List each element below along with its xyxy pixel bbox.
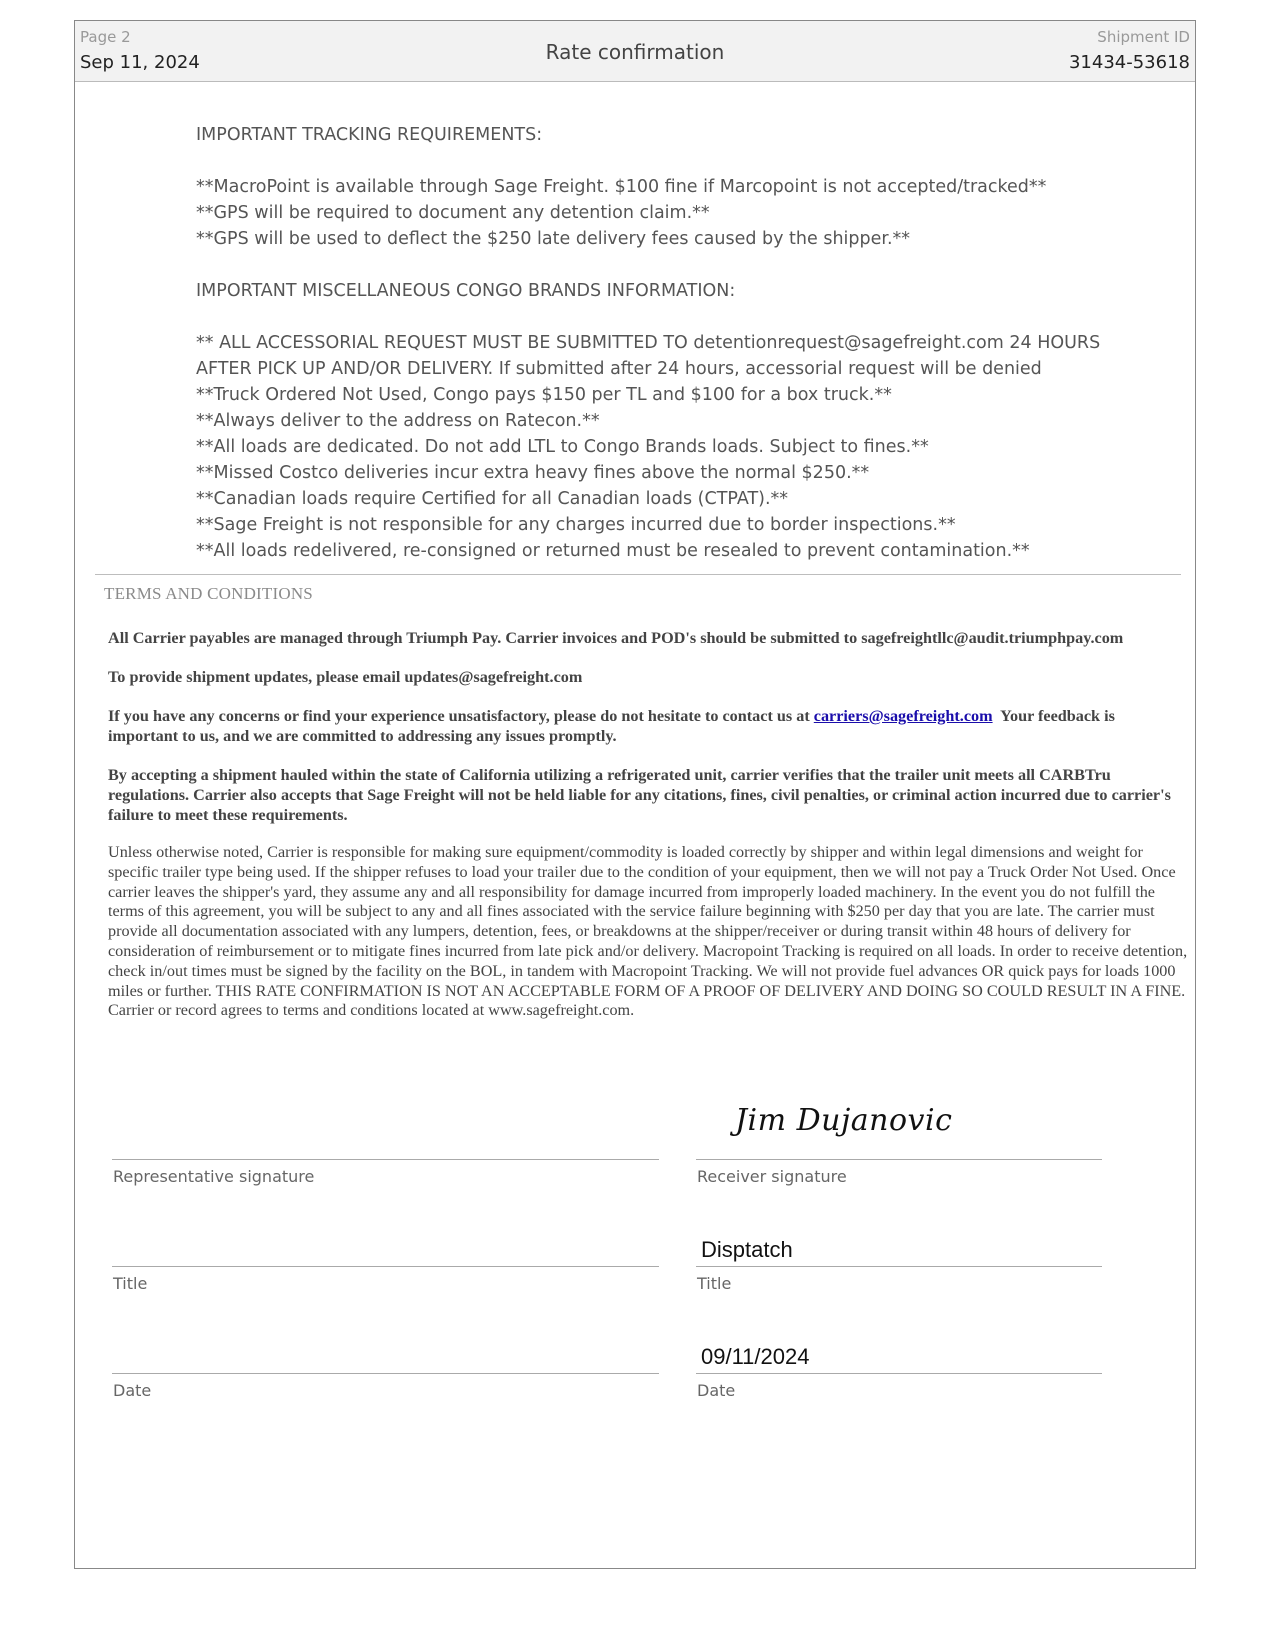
terms-contact: [108, 706, 1188, 746]
page-header: [75, 21, 1195, 82]
receiver-date-value: 09/11/2024: [701, 1344, 810, 1369]
rep-date-label: Date: [113, 1381, 152, 1400]
terms-california: By accepting a shipment hauled within the state of California utilizing a refrigerated unit, carrier verifies that the trailer unit meets all CARBTru regulations. Carrier also accepts that Sage Freight will not be held liable for any citations, fines, civil penalties, or criminal action incurred due to carrier's failure to meet these requirements.: [108, 766, 1171, 824]
rep-signature-line[interactable]: [112, 1159, 659, 1160]
misc-line: **Missed Costco deliveries incur extra heavy fines above the normal $250.**: [196, 463, 870, 483]
tracking-line: **MacroPoint is available through Sage Freight. $100 fine if Marcopoint is not accepted/tracked**: [196, 177, 1047, 197]
receiver-date-line[interactable]: [696, 1373, 1102, 1374]
misc-line: **Canadian loads require Certified for all Canadian loads (CTPAT).**: [196, 489, 789, 509]
page-frame: [74, 20, 1196, 1569]
misc-line: **Truck Ordered Not Used, Congo pays $150 per TL and $100 for a box truck.**: [196, 385, 892, 405]
document-title: Rate confirmation: [545, 40, 725, 64]
misc-line: ** ALL ACCESSORIAL REQUEST MUST BE SUBMITTED TO detentionrequest@sagefreight.com 24 HOURS: [196, 333, 1101, 353]
rep-title-label: Title: [113, 1274, 148, 1293]
terms-heading: TERMS AND CONDITIONS: [104, 584, 313, 603]
rep-signature-label: Representative signature: [113, 1167, 315, 1186]
shipment-id: 31434-53618: [1068, 52, 1190, 73]
misc-line: AFTER PICK UP AND/OR DELIVERY. If submitted after 24 hours, accessorial request will be denied: [196, 359, 1042, 379]
receiver-date-label: Date: [697, 1381, 736, 1400]
terms-payables: All Carrier payables are managed through Triumph Pay. Carrier invoices and POD's should be submitted to sagefreightllc@audit.triumphpay.com: [108, 629, 1124, 647]
terms-general: Unless otherwise noted, Carrier is responsible for making sure equipment/commodity is loaded correctly by shipper and within legal dimensions and weight for specific trailer type being used. If the shipper refuses to load your trailer due to the condition of your equipment, then we will not pay a Truck Order Not Used. Once carrier leaves the shipper's yard, they assume any and all responsibility for damage incurred from improperly loaded machinery. In the event you do not fulfill the terms of this agreement, you will be subject to any and all fines associated with the service failure beginning with $250 per day that you are late. The carrier must provide all documentation associated with any lumpers, detention, fees, or breakdowns at the shipper/receiver or during transit within 48 hours of delivery for consideration of reimbursement or to mitigate fines incurred from late pick and/or delivery. Macropoint Tracking is required on all loads. In order to receive detention, check in/out times must be signed by the facility on the BOL, in tandem with Macropoint Tracking. We will not provide fuel advances OR quick pays for loads 1000 miles or further. THIS RATE CONFIRMATION IS NOT AN ACCEPTABLE FORM OF A PROOF OF DELIVERY AND DOING SO COULD RESULT IN A FINE. Carrier or record agrees to terms and conditions located at www.sagefreight.com.: [108, 843, 1188, 1020]
terms-contact-text: If you have any concerns or find your experience unsatisfactory, please do not hesitate to contact us at: [108, 707, 814, 725]
misc-line: **Always deliver to the address on Ratecon.**: [196, 411, 600, 431]
tracking-line: **GPS will be used to deflect the $250 late delivery fees caused by the shipper.**: [196, 229, 911, 249]
page-number: Page 2: [80, 28, 131, 46]
rep-date-line[interactable]: [112, 1373, 659, 1374]
rep-title-line[interactable]: [112, 1266, 659, 1267]
misc-line: **All loads redelivered, re-consigned or returned must be resealed to prevent contamination.**: [196, 541, 1030, 561]
receiver-signature-line[interactable]: [696, 1159, 1102, 1160]
tracking-heading: IMPORTANT TRACKING REQUIREMENTS:: [196, 125, 543, 145]
tracking-line: **GPS will be required to document any detention claim.**: [196, 203, 710, 223]
terms-divider: [95, 574, 1181, 575]
receiver-title-line[interactable]: [696, 1266, 1102, 1267]
misc-line: **Sage Freight is not responsible for any charges incurred due to border inspections.**: [196, 515, 956, 535]
misc-line: **All loads are dedicated. Do not add LTL to Congo Brands loads. Subject to fines.**: [196, 437, 929, 457]
receiver-signature-label: Receiver signature: [697, 1167, 847, 1186]
header-date: Sep 11, 2024: [80, 52, 200, 73]
misc-heading: IMPORTANT MISCELLANEOUS CONGO BRANDS INFORMATION:: [196, 281, 736, 301]
terms-contact-text-end: Your feedback is important to us, and we are committed to addressing any issues promptly.: [108, 707, 1119, 745]
shipment-id-label: Shipment ID: [1097, 28, 1190, 46]
receiver-title-value: Disptatch: [701, 1237, 793, 1262]
carriers-email-link[interactable]: carriers@sagefreight.com: [813, 707, 993, 725]
terms-section: [108, 628, 1188, 1040]
receiver-title-label: Title: [697, 1274, 732, 1293]
terms-updates: To provide shipment updates, please email updates@sagefreight.com: [108, 668, 583, 686]
notes-section: [196, 122, 1156, 564]
receiver-signature: Jim Dujanovic: [735, 1103, 953, 1138]
